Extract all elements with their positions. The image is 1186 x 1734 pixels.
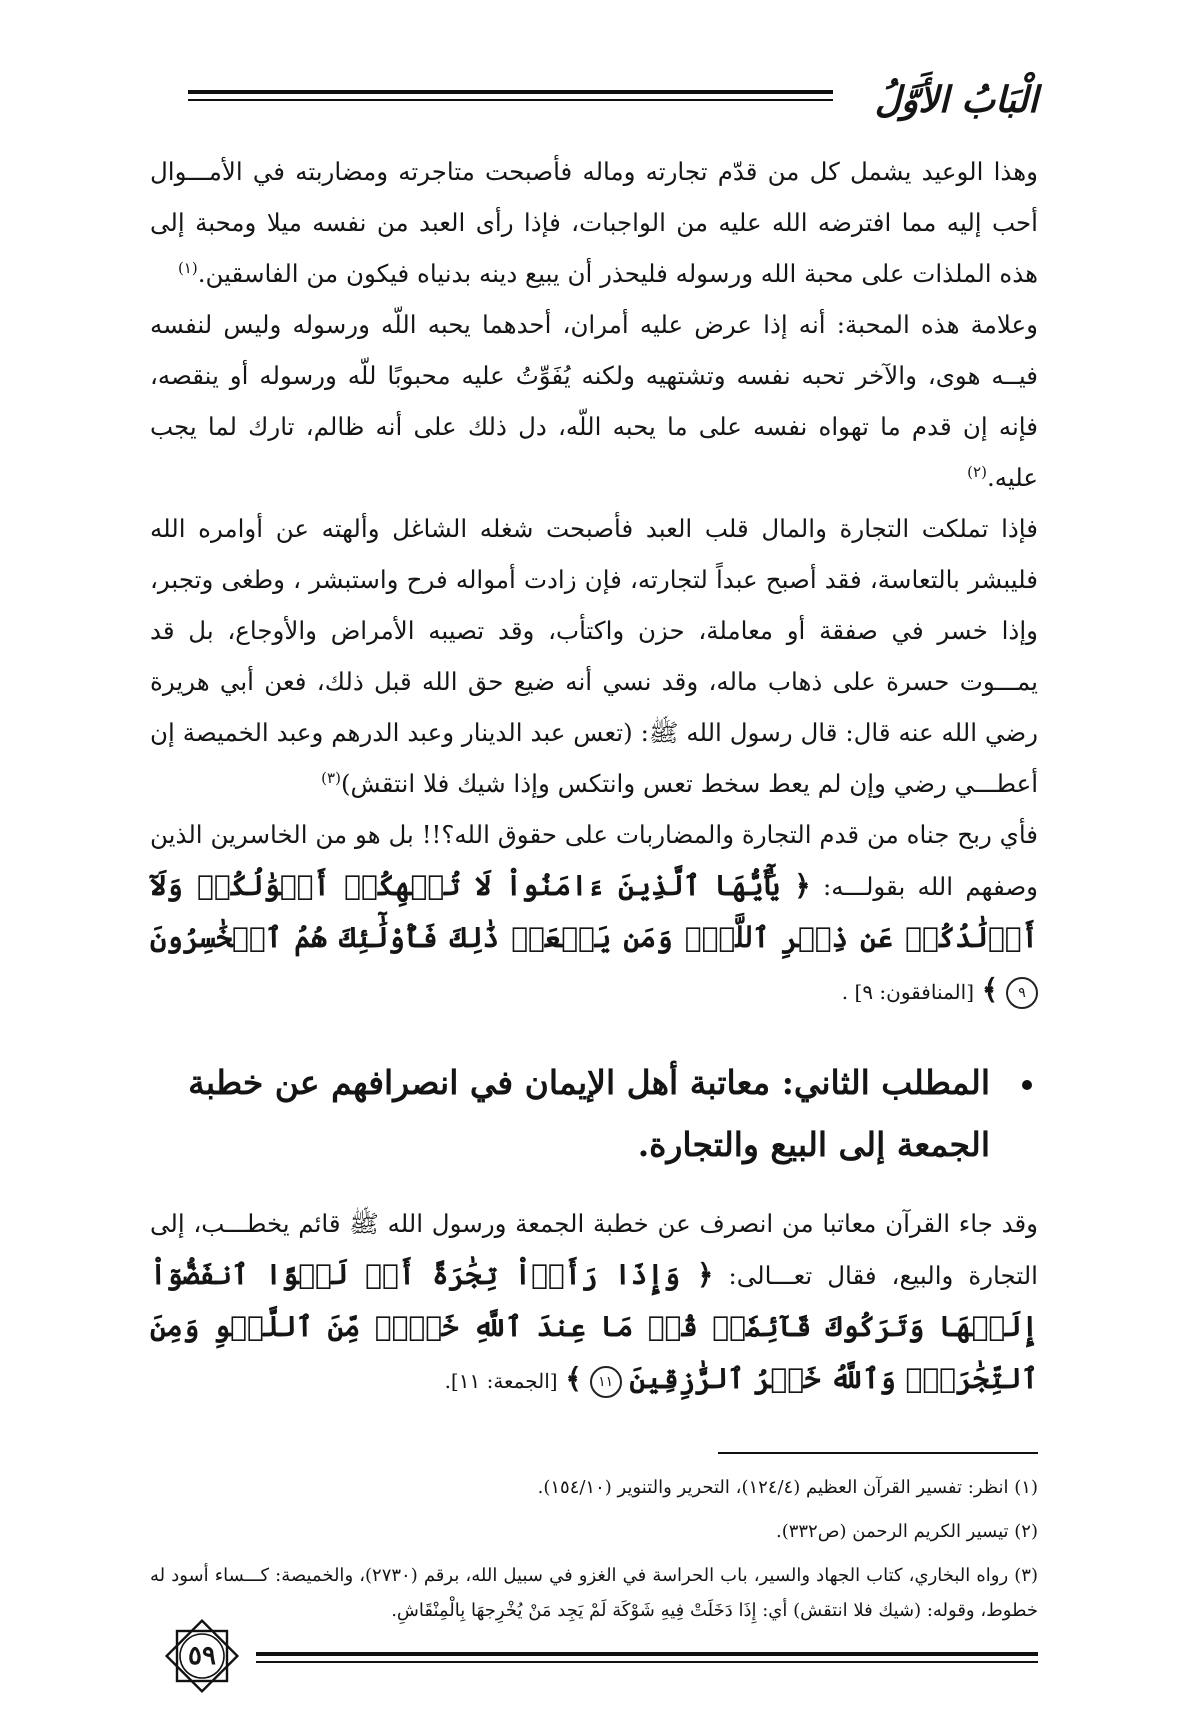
footnote-3: (٣) رواه البخاري، كتاب الجهاد والسير، باب الحراسة في الغزو في سبيل الله، برقم (٢٧٣٠)، والخميصة: كـــساء أسود له خطوط، وقوله: (شيك فلا انتقش) أي: إِذَا دَخَلَتْ فِيهِ شَوْكَة لَمْ يَجِد مَنْ يُخْرِجهَا بِالْمِنْقَاشِ.	[150, 1565, 1038, 1621]
quran-verse-munafiqun: ﴿ يَٰٓأَيُّهَا ٱلَّذِينَ ءَامَنُواْ لَا تُلۡهِكُمۡ أَمۡوَٰلُكُمۡ وَلَآ أَوۡلَٰدُكُمۡ عَن ذِكۡرِ ٱللَّهِۚ وَمَن يَفۡعَلۡ ذَٰلِكَ فَأُوْلَٰٓئِكَ هُمُ ٱلۡخَٰسِرُونَ	[150, 869, 1038, 954]
quran-close-bracket: ﴾	[981, 973, 999, 1006]
verse-number-ornament: ١١	[590, 1366, 622, 1398]
footnote-separator	[718, 1452, 1038, 1454]
quran-verse-jumuah: ﴿ وَإِذَا رَأَوۡاْ تِجَٰرَةً أَوۡ لَهۡوًا ٱنفَضُّوٓاْ إِلَيۡهَا وَتَرَكُوكَ قَآئِمٗاۚ قُلۡ مَا عِندَ ٱللَّهِ خَيۡرٞ مِّنَ ٱللَّهۡوِ وَمِنَ ٱلتِّجَٰرَةِۚ وَٱللَّهُ خَيۡرُ ٱلرَّٰزِقِينَ	[150, 1258, 1038, 1395]
footnotes	[150, 1470, 1038, 1628]
paragraph-2: وعلامة هذه المحبة: أنه إذا عرض عليه أمران، أحدهما يحبه اللّه ورسوله وليس لنفسه فيــه هوى، والآخر تحبه نفسه وتشتهيه ولكنه يُفَوِّتُ عليه محبوبًا للّه ورسوله أو ينقصه، فإنه إن قدم ما تهواه نفسه على ما يحبه اللّه، دل ذلك على أنه ظالم، تارك لما يجب عليه.$^{(٢)}$	[150, 310, 1038, 492]
footnote-ref-3: (٣)	[321, 768, 341, 787]
paragraph-1: وهذا الوعيد يشمل كل من قدّم تجارته وماله فأصبحت متاجرته ومضاربته في الأمـــوال أحب إليه مما افترضه الله عليه من الواجبات، فإذا رأى العبد من نفسه ميلا ومحبة إلى هذه الملذات على محبة الله ورسوله فليحذر أن يبيع دينه بدنياه فيكون من الفاسقين.$^{(١)}$	[150, 157, 1038, 288]
chapter-title: الْبَابُ الأَوَّلُ	[874, 79, 1038, 121]
main-text	[150, 146, 1038, 1407]
verse-number-ornament: ٩	[1006, 977, 1038, 1009]
footnote-2: (٢) تيسير الكريم الرحمن (ص٣٣٢).	[775, 1521, 1038, 1542]
footnote-ref-1: (١)	[177, 258, 198, 277]
bullet-icon	[1022, 1080, 1032, 1090]
paragraph-3: فإذا تملكت التجارة والمال قلب العبد فأصبحت شغله الشاغل وألهته عن أوامره الله فليبشر بالتعاسة، فقد أصبح عبداً لتجارته، فإن زادت أمواله فرح واستبشر ، وطغى وتجبر، وإذا خسر في صفقة أو معاملة، حزن واكتأب، وقد تصيبه الأمراض والأوجاع، بل قد يمـــوت حسرة على ذهاب ماله، وقد نسي أنه ضيع حق الله قبل ذلك، فعن أبي هريرة رضي الله عنه قال: قال رسول الله ﷺ: (تعس عبد الدينار وعبد الدرهم وعبد الخميصة إن أعطـــي رضي وإن لم يعط سخط تعس وانتكس وإذا شيك فلا انتقش)$^{(٣)}$	[150, 514, 1038, 798]
section-heading-text: المطلب الثاني: معاتبة أهل الإيمان في انصرافهم عن خطبة الجمعة إلى البيع والتجارة.	[188, 1063, 990, 1164]
footnote-1: (١) انظر: تفسير القرآن العظيم (١٢٤/٤)، التحرير والتنوير (١٥٤/١٠).	[537, 1477, 1038, 1498]
running-header	[188, 78, 1038, 128]
quran-close-bracket: ﴾	[565, 1362, 582, 1395]
sura-reference-munafiqun: [المنافقون: ٩] .	[841, 980, 974, 1004]
page-number: ٥٩	[188, 1641, 216, 1671]
sura-reference-jumuah: [الجمعة: ١١].	[444, 1369, 558, 1393]
footnote-ref-2: (٢)	[967, 462, 987, 481]
paragraph-5: وقد جاء القرآن معاتبا من انصرف عن خطبة الجمعة ورسول الله ﷺ قائم يخطـــب، إلى التجارة والبيع، فقال تعـــالى: ﴿ وَإِذَا رَأَوۡاْ تِجَٰرَةً أَوۡ لَهۡوًا ٱنفَضُّوٓاْ إِلَيۡهَا وَتَرَكُوكَ قَآئِمٗاۚ قُلۡ مَا عِندَ ٱللَّهِ خَيۡرٞ مِّنَ ٱللَّهۡوِ وَمِنَ ٱلتِّجَٰرَةِۚ وَٱللَّهُ خَيۡرُ ٱلرَّٰزِقِينَ ١١ ﴾ [الجمعة: ١١].	[150, 1198, 1038, 1407]
footer-rule-thick	[256, 1652, 1038, 1656]
footer-rule-thin	[256, 1661, 1038, 1663]
header-rule-thick	[188, 90, 833, 94]
paragraph-4: فأي ربح جناه من قدم التجارة والمضاربات على حقوق الله؟!! بل هو من الخاسرين الذين وصفهم الله بقولـــه: ﴿ يَٰٓأَيُّهَا ٱلَّذِينَ ءَامَنُواْ لَا تُلۡهِكُمۡ أَمۡوَٰلُكُمۡ وَلَآ أَوۡلَٰدُكُمۡ عَن ذِكۡرِ ٱللَّهِۚ وَمَن يَفۡعَلۡ ذَٰلِكَ فَأُوْلَٰٓئِكَ هُمُ ٱلۡخَٰسِرُونَ ٩ ﴾ [المنافقون: ٩] .	[150, 809, 1038, 1018]
header-rule-thin	[188, 99, 833, 101]
page-number-ornament	[160, 1614, 244, 1698]
section-heading	[150, 1052, 1038, 1176]
